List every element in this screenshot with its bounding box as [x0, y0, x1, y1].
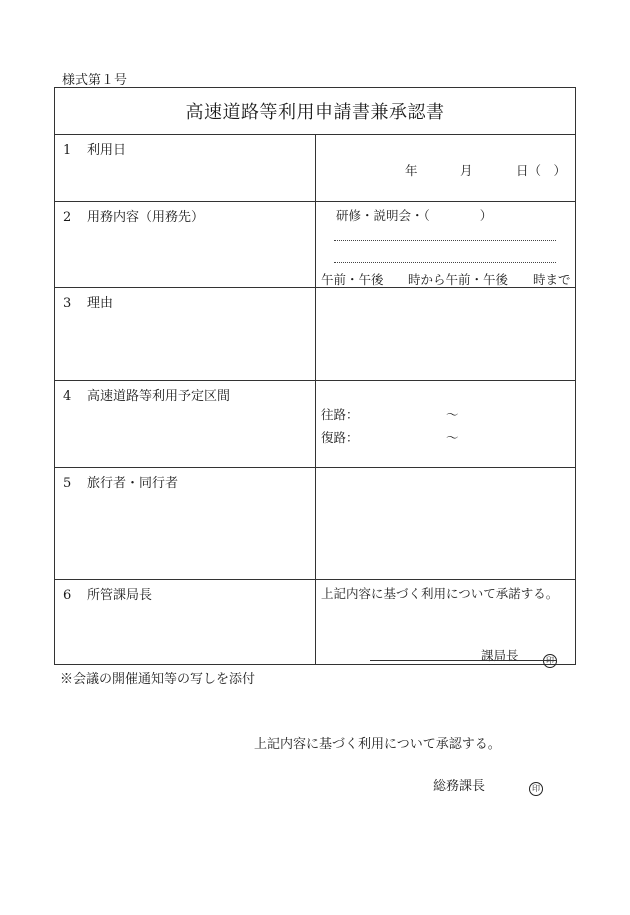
manager-title: 課局長 [481, 648, 519, 663]
row-label: 旅行者・同行者 [87, 476, 179, 491]
approval-text: 上記内容に基づく利用について承認する。 [254, 737, 501, 752]
row-number: 6 [63, 588, 72, 603]
return-label: 復路： [321, 430, 359, 445]
row-label: 高速道路等利用予定区間 [87, 389, 231, 404]
general-manager-title: 総務課長 [433, 779, 486, 794]
year-field[interactable]: 年 [405, 163, 418, 178]
time-from-ampm[interactable]: 時から午前・午後 [408, 272, 509, 287]
time-until: 時まで [533, 272, 571, 287]
purpose-detail-line[interactable] [334, 240, 556, 241]
row-travelers-label [63, 472, 178, 491]
outbound-tilde: 〜 [446, 407, 459, 422]
row-use-date-label [63, 139, 126, 158]
row-label: 利用日 [87, 143, 127, 158]
form-number: 様式第１号 [62, 73, 128, 88]
form-title: 高速道路等利用申請書兼承認書 [55, 88, 575, 135]
row-label: 所管課局長 [87, 588, 153, 603]
row-route-label [63, 385, 230, 404]
day-field[interactable]: 日（ ） [516, 163, 567, 178]
row-number: 1 [63, 143, 72, 158]
row-label: 理由 [87, 296, 114, 311]
purpose-options[interactable]: 研修・説明会・（ ） [336, 208, 493, 223]
manager-consent-text: 上記内容に基づく利用について承諾する。 [321, 586, 559, 601]
month-field[interactable]: 月 [460, 163, 473, 178]
general-manager-seal-icon: 印 [529, 776, 543, 796]
time-start-ampm[interactable]: 午前・午後 [321, 272, 384, 287]
row-manager-label [63, 584, 152, 603]
row-number: 5 [63, 476, 72, 491]
purpose-detail-line[interactable] [334, 262, 556, 263]
column-divider [315, 135, 316, 664]
outbound-label: 往路： [321, 407, 359, 422]
row-label: 用務内容（用務先） [87, 210, 205, 225]
row-number: 3 [63, 296, 72, 311]
manager-seal-icon: 印 [543, 648, 557, 668]
row-number: 4 [63, 389, 72, 404]
row-reason-label [63, 292, 113, 311]
manager-signature-line[interactable] [370, 660, 557, 661]
attachment-note: ※会議の開催通知等の写しを添付 [60, 672, 256, 687]
row-purpose-label [63, 206, 204, 225]
return-tilde: 〜 [446, 430, 459, 445]
row-number: 2 [63, 210, 72, 225]
